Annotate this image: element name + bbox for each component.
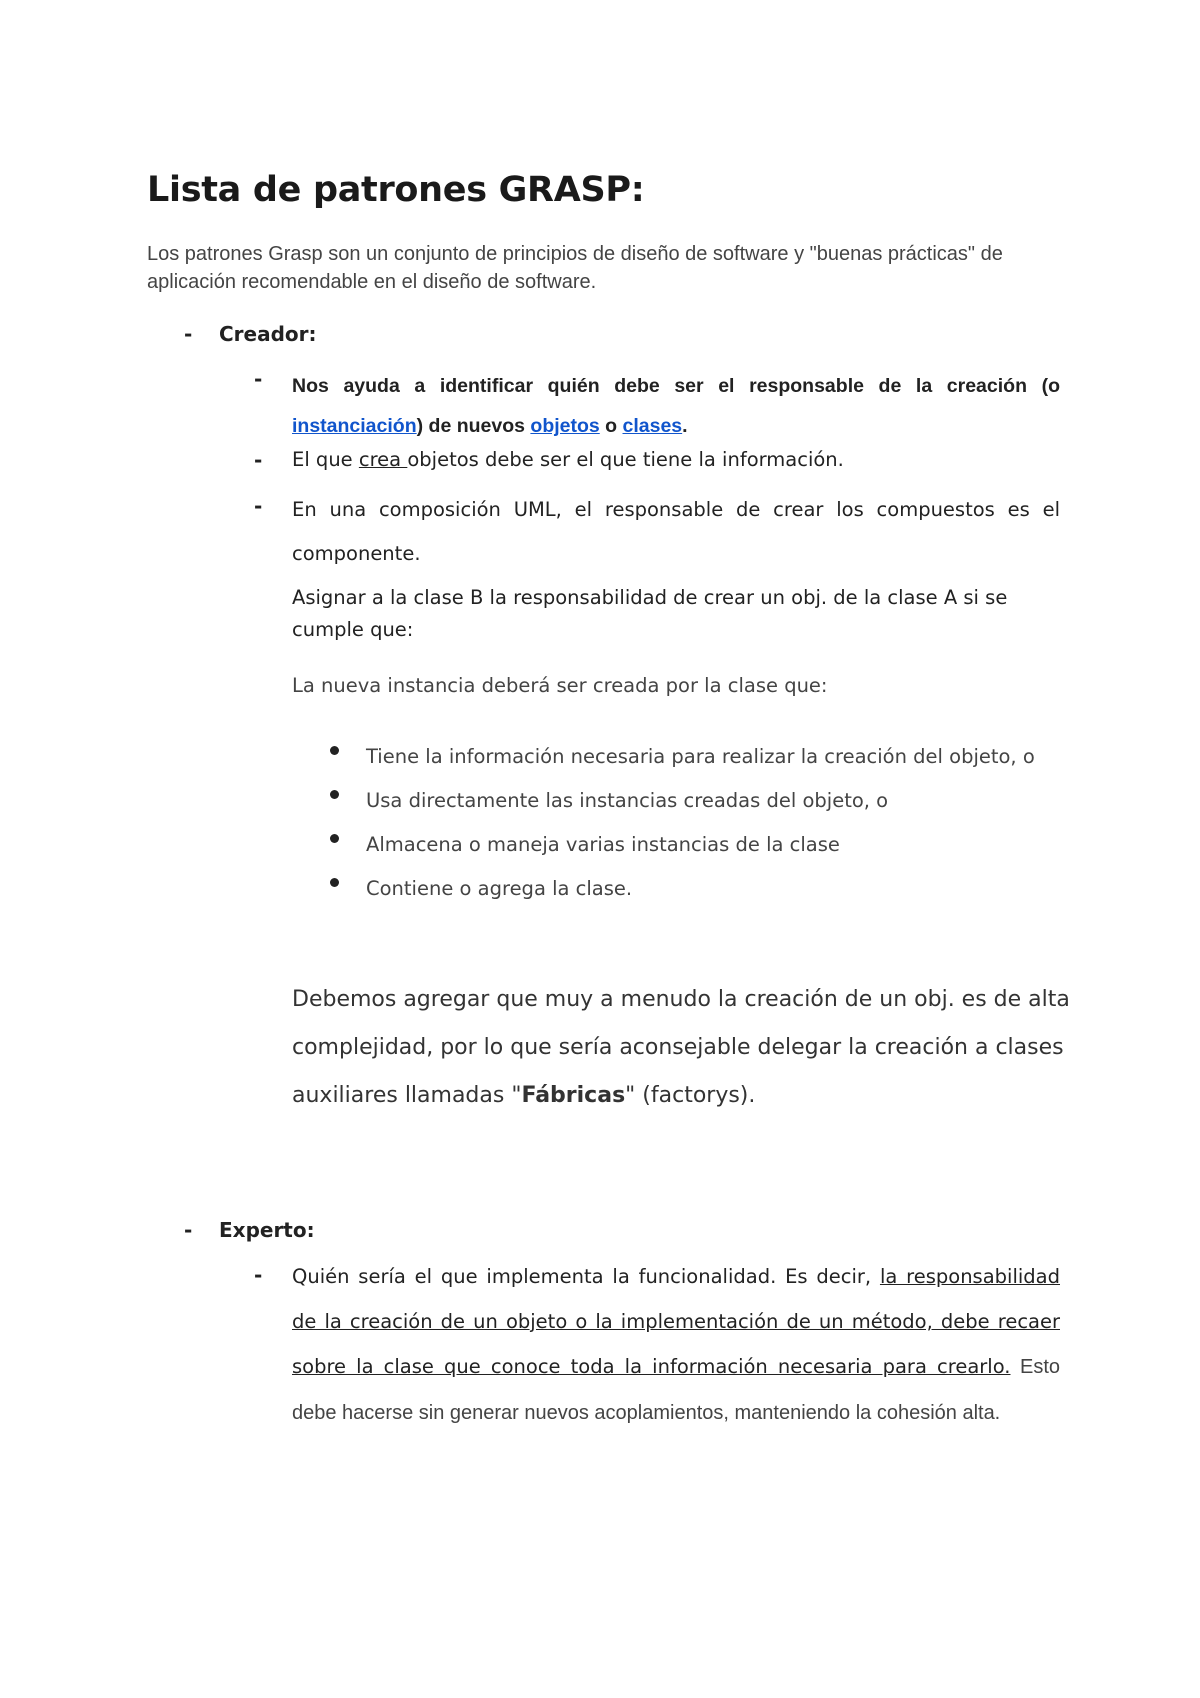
note-text: Debemos agregar que muy a menudo la creación de un obj. es de alta complejidad, por lo que sería aconsejable delegar la creación a clases auxiliares llamadas " <box>292 987 1070 1108</box>
creador-item-1 <box>292 366 1060 446</box>
document-title: Lista de patrones GRASP: <box>147 170 645 210</box>
creador-item-2 <box>292 446 1060 474</box>
link-clases[interactable]: clases <box>622 415 683 437</box>
bullet-dot-icon <box>330 790 339 799</box>
item-dash: - <box>254 367 263 391</box>
note-bold-fabricas: Fábricas <box>521 1083 626 1108</box>
intro-paragraph: Los patrones Grasp son un conjunto de principios de diseño de software y "buenas prácticas" de aplicación recomendable en el diseño de software. <box>147 243 1003 293</box>
section-heading-experto: Experto: <box>219 1218 315 1242</box>
item-text: objetos debe ser el que tiene la información. <box>407 448 844 471</box>
item-dash: - <box>254 494 263 518</box>
bullet-dot-icon <box>330 878 339 887</box>
fabricas-note <box>292 976 1072 1120</box>
assign-paragraph: Asignar a la clase B la responsabilidad de crear un obj. de la clase A si se cumple que: <box>292 586 1008 641</box>
section-dash: - <box>184 1218 193 1242</box>
item-text: o <box>599 415 623 437</box>
link-objetos[interactable]: objetos <box>530 415 600 437</box>
experto-item <box>292 1254 1060 1436</box>
section-dash: - <box>184 322 193 346</box>
item-dash: - <box>254 1263 263 1287</box>
section-heading-creador: Creador: <box>219 322 317 346</box>
underlined-responsabilidad: la responsabilidad de la creación de un objeto o la implementación de un método, debe recaer sobre la clase que conoce toda la información necesaria para crearlo. <box>292 1265 1060 1378</box>
creador-bullet-list <box>330 734 1070 912</box>
link-instanciacion[interactable]: instanciación <box>292 415 417 437</box>
item-text: ) de nuevos <box>416 415 531 437</box>
note-text: " (factorys). <box>625 1083 756 1108</box>
instance-paragraph: La nueva instancia deberá ser creada por la clase que: <box>292 674 828 697</box>
list-item: Almacena o maneja varias instancias de la clase <box>330 822 1070 868</box>
list-item: Usa directamente las instancias creadas del objeto, o <box>330 778 1070 824</box>
list-item: Contiene o agrega la clase. <box>330 866 1070 912</box>
creador-item-3: En una composición UML, el responsable de crear los compuestos es el componente. <box>292 498 1060 565</box>
underlined-crea: crea <box>358 448 408 471</box>
item-text: Nos ayuda a identificar quién debe ser el responsable de la creación (o <box>292 375 1060 397</box>
item-dash: - <box>254 448 263 472</box>
item-text: Esto debe hacerse sin generar nuevos acoplamientos, manteniendo la cohesión alta. <box>292 1356 1060 1424</box>
item-text: . <box>682 415 688 437</box>
list-item: Tiene la información necesaria para realizar la creación del objeto, o <box>330 734 1066 780</box>
item-text: Quién sería el que implementa la funcionalidad. Es decir, <box>292 1265 880 1288</box>
bullet-dot-icon <box>330 746 339 755</box>
item-text: El que <box>292 448 359 471</box>
bullet-dot-icon <box>330 834 339 843</box>
